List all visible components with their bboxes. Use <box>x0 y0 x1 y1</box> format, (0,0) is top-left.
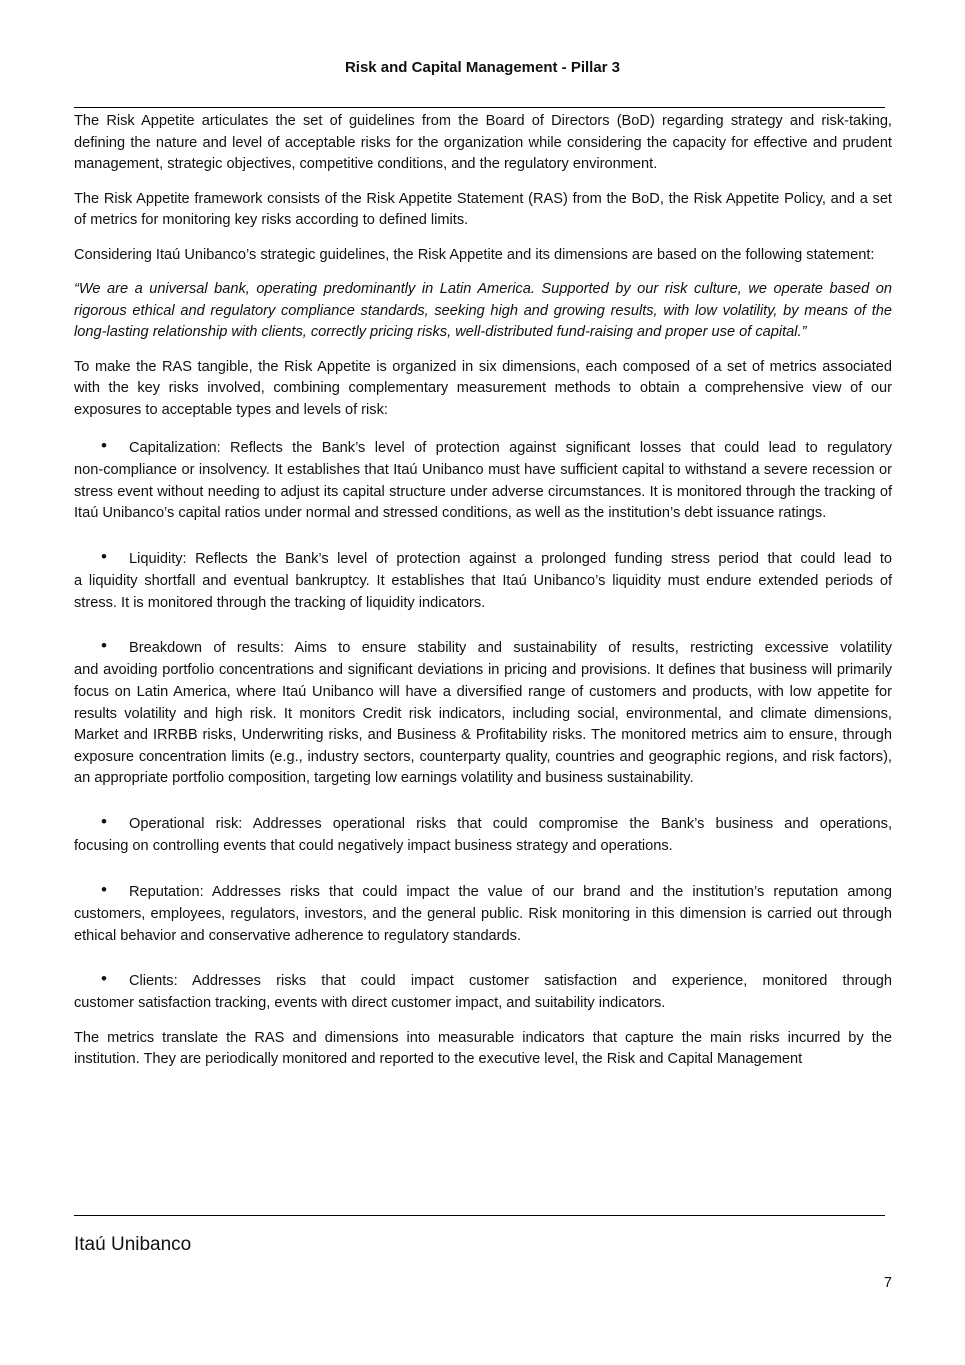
bullet-operational-risk <box>74 810 892 858</box>
bullet-dot-icon: • <box>101 969 107 989</box>
bullet-capitalization <box>74 434 892 525</box>
bullet-dot-icon: • <box>101 636 107 656</box>
bullet-text-rest: customer satisfaction tracking, events with direct customer impact, and suitability indicators. <box>74 995 666 1012</box>
footer-divider <box>74 1215 885 1216</box>
bullet-text-first-line: Capitalization: Reflects the Bank’s level of protection against significant losses that could lead to regulatory <box>129 440 892 457</box>
paragraph-statement-intro: Considering Itaú Unibanco’s strategic guidelines, the Risk Appetite and its dimensions are based on the following statement: <box>74 246 875 263</box>
paragraph-metrics: The metrics translate the RAS and dimensions into measurable indicators that capture the main risks incurred by the institution. They are periodically monitored and reported to the executive level, the Risk and Capital Management <box>74 1029 892 1068</box>
bullet-dot-icon: • <box>101 547 107 567</box>
bullet-dot-icon: • <box>101 879 107 899</box>
paragraph-risk-appetite-intro: The Risk Appetite articulates the set of guidelines from the Board of Directors (BoD) regarding strategy and risk-taking, defining the nature and level of acceptable risks for the organization while considering the capacity for effective and prudent management, strategic objectives, competitive conditions, and the regulatory environment. <box>74 113 892 173</box>
paragraph-dimensions-intro: To make the RAS tangible, the Risk Appetite is organized in six dimensions, each composed of a set of metrics associated with the key risks involved, combining complementary measurement methods to obtain a comprehensive view of our exposures to acceptable types and levels of risk: <box>74 358 892 418</box>
bullet-text-rest: a liquidity shortfall and eventual bankruptcy. It establishes that Itaú Unibanco’s liquidity must endure extended periods of stress. It is monitored through the tracking of liquidity indicators. <box>74 573 892 611</box>
page-header-title: Risk and Capital Management - Pillar 3 <box>344 59 621 76</box>
bullet-text-rest: and avoiding portfolio concentrations and significant deviations in pricing and provisions. It defines that business will primarily focus on Latin America, where Itaú Unibanco will have a diversified range of customers and products, with low appetite for results volatility and high risk. It monitors Credit risk indicators, including social, environmental, and climate dimensions, Market and IRRBB risks, Underwriting risks, and Business & Profitability risks. The monitored metrics aim to ensure, through exposure concentration limits (e.g., industry sectors, counterparty quality, countries and geographic regions, and risk factors), an appropriate portfolio composition, targeting low earnings volatility and business sustainability. <box>74 662 892 787</box>
bullet-dot-icon: • <box>101 812 107 832</box>
risk-appetite-statement-quote: “We are a universal bank, operating predominantly in Latin America. Supported by our risk culture, we operate based on rigorous ethical and regulatory compliance standards, seeking high and growing results, with low volatility, by means of the long-lasting relationship with clients, correctly pricing risks, well-distributed fund-raising and proper use of capital.” <box>74 280 892 341</box>
bullet-text-first-line: Reputation: Addresses risks that could impact the value of our brand and the institution’s reputation among <box>129 883 892 900</box>
footer-company-name: Itaú Unibanco <box>74 1234 192 1255</box>
bullet-dot-icon: • <box>101 436 107 456</box>
paragraph-framework: The Risk Appetite framework consists of the Risk Appetite Statement (RAS) from the BoD, the Risk Appetite Policy, and a set of metrics for monitoring key risks according to defined limits. <box>74 190 892 229</box>
bullet-text-first-line: Breakdown of results: Aims to ensure stability and sustainability of results, restricting excessive volatility <box>129 640 892 657</box>
bullet-breakdown-of-results <box>74 634 892 790</box>
page-number: 7 <box>883 1275 892 1291</box>
bullet-liquidity <box>74 545 892 614</box>
bullet-text-first-line: Liquidity: Reflects the Bank’s level of protection against a prolonged funding stress period that could lead to <box>129 551 892 568</box>
bullet-reputation <box>74 878 892 947</box>
header-divider <box>74 107 885 108</box>
bullet-text-rest: customers, employees, regulators, investors, and the general public. Risk monitoring in this dimension is carried out through ethical behavior and conservative adherence to regulatory standards. <box>74 905 892 944</box>
bullet-text-rest: non-compliance or insolvency. It establishes that Itaú Unibanco must have sufficient capital to withstand a severe recession or stress event without needing to adjust its capital structure under adverse circumstances. It is monitored through the tracking of Itaú Unibanco’s capital ratios under normal and stressed conditions, as well as the institution’s debt issuance ratings. <box>74 462 892 522</box>
bullet-text-rest: focusing on controlling events that could negatively impact business strategy and operations. <box>74 838 673 855</box>
document-body <box>74 111 892 1084</box>
bullet-clients <box>74 967 892 1015</box>
bullet-text-first-line: Operational risk: Addresses operational risks that could compromise the Bank’s business and operations, <box>129 816 892 833</box>
bullet-text-first-line: Clients: Addresses risks that could impact customer satisfaction and experience, monitored through <box>129 973 892 990</box>
